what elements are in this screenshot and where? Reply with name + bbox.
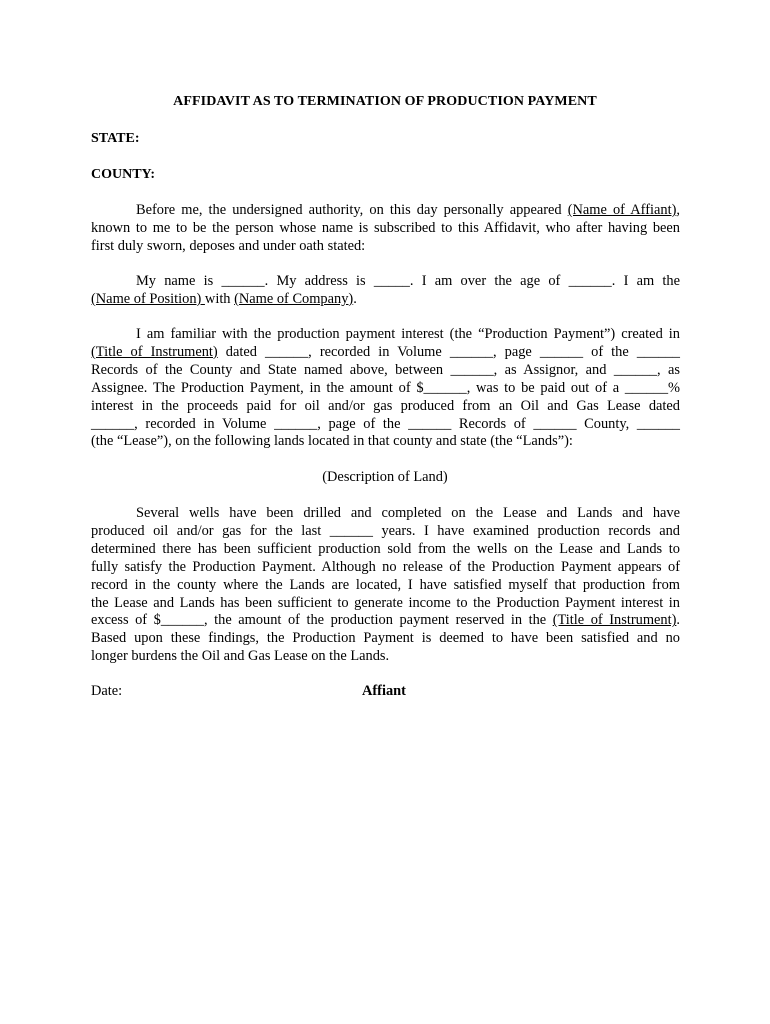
paragraph-line: first duly sworn, deposes and under oath stated: bbox=[91, 237, 366, 254]
paragraph-line: Several wells have been drilled and completed on the Lease and Lands and have bbox=[136, 505, 680, 521]
position-name-field: (Name of Position) bbox=[91, 290, 205, 307]
paragraph-line: interest in the proceeds paid for oil and/or gas produced from an Oil and Gas Lease dated bbox=[91, 397, 680, 414]
paragraph-line: ______, recorded in Volume ______, page of the ______ Records of ______ County, ______ bbox=[91, 415, 680, 432]
paragraph-line: longer burdens the Oil and Gas Lease on the Lands. bbox=[91, 648, 390, 665]
paragraph-line: Before me, the undersigned authority, on this day personally appeared (Name of Affiant), bbox=[136, 202, 680, 218]
paragraph-line: fully satisfy the Production Payment. Although no release of the Production Payment appears of bbox=[91, 558, 680, 575]
paragraph-line: Records of the County and State named above, between ______, as Assignor, and ______, as bbox=[91, 361, 680, 378]
paragraph-findings bbox=[91, 505, 680, 666]
title-of-instrument-field: (Title of Instrument) bbox=[91, 343, 218, 360]
paragraph-line: produced oil and/or gas for the last ______ years. I have examined production records and bbox=[91, 522, 680, 539]
paragraph-production-payment bbox=[91, 326, 680, 451]
paragraph-line: known to me to be the person whose name is subscribed to this Affidavit, who after having been bbox=[91, 219, 680, 236]
title-of-instrument-field: (Title of Instrument) bbox=[552, 612, 677, 629]
paragraph-line: the Lease and Lands has been sufficient to generate income to the Production Payment interest in bbox=[91, 594, 680, 611]
description-of-land: (Description of Land) bbox=[322, 469, 448, 485]
affiant-name-field: (Name of Affiant) bbox=[567, 202, 677, 218]
paragraph-line: (Title of Instrument) dated ______, recorded in Volume ______, page ______ of the ______ bbox=[91, 343, 680, 360]
paragraph-line: I am familiar with the production payment interest (the “Production Payment”) created in bbox=[136, 326, 680, 342]
paragraph-appearance bbox=[91, 202, 680, 256]
paragraph-line: record in the county where the Lands are located, I have satisfied myself that production from bbox=[91, 576, 680, 593]
paragraph-identity bbox=[91, 273, 680, 309]
county-label: COUNTY: bbox=[91, 167, 156, 182]
paragraph-line: determined there has been sufficient production sold from the wells on the Lease and Lands to bbox=[91, 540, 680, 557]
paragraph-line: excess of $______, the amount of the production payment reserved in the (Title of Instrument). bbox=[91, 612, 680, 629]
company-name-field: (Name of Company) bbox=[234, 290, 354, 307]
paragraph-line: (Name of Position) with (Name of Company). bbox=[91, 290, 357, 307]
date-label: Date: bbox=[91, 683, 123, 699]
paragraph-line: My name is ______. My address is _____. I am over the age of ______. I am the bbox=[136, 273, 680, 289]
state-label: STATE: bbox=[91, 131, 140, 146]
paragraph-line: (the “Lease”), on the following lands located in that county and state (the “Lands”): bbox=[91, 433, 573, 450]
affiant-label: Affiant bbox=[362, 683, 406, 699]
document-title: AFFIDAVIT AS TO TERMINATION OF PRODUCTION PAYMENT bbox=[173, 94, 597, 109]
paragraph-line: Assignee. The Production Payment, in the amount of $______, was to be paid out of a ______% bbox=[91, 379, 680, 396]
paragraph-line: Based upon these findings, the Production Payment is deemed to have been satisfied and no bbox=[91, 630, 680, 647]
